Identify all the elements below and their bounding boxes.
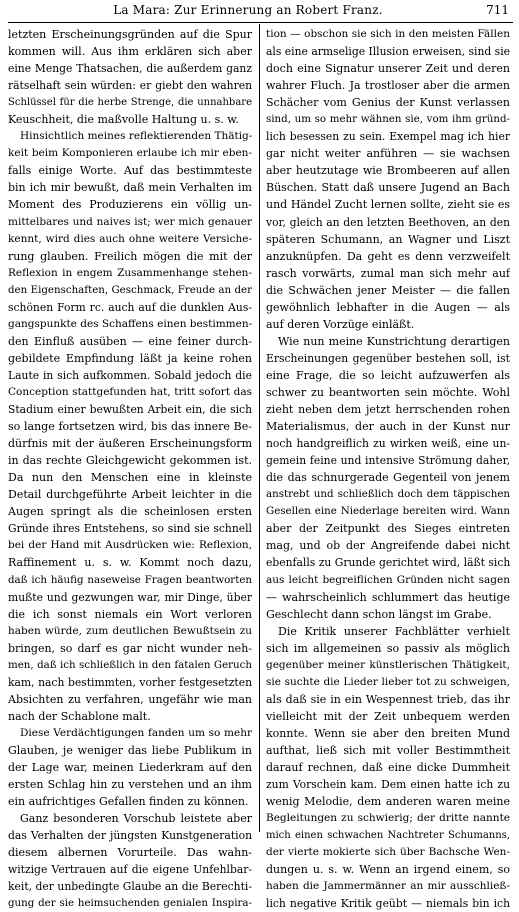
- text-line: ersten Schlag hin zu verstehen und an ihm: [8, 778, 252, 792]
- text-line: dungen u. s. w. Wenn an irgend einem, so: [266, 863, 510, 877]
- text-line: sind, um so mehr wähnen sie, vom ihm gründ-: [266, 113, 510, 126]
- text-line: Geschlecht dann schon längst im Grabe.: [266, 607, 492, 621]
- text-line: schönen Form rc. auch auf die dunklen Aus-: [8, 300, 252, 314]
- text-line: der vierte mokierte sich über Bachsche Wen-: [266, 846, 510, 859]
- text-line: in das rechte Gleichgewicht gekommen ist.: [8, 454, 252, 468]
- text-line: den Einfluß ausüben — eine feiner durch-: [8, 334, 252, 348]
- text-line: rätselhaft sein würden: er giebt den wahren: [8, 79, 252, 93]
- text-line: Büschen. Statt daß unsere Jugend an Bach: [266, 181, 510, 195]
- text-line: bei der Hand mit Ausdrücken wie: Reflexion,: [8, 539, 252, 552]
- text-line: die Schwächen jener Meister — die fallen: [266, 283, 510, 297]
- text-line: Begleitungen zu schwierig; der dritte nannte: [266, 812, 510, 825]
- text-line: Glauben, je weniger das liebe Publikum in: [8, 743, 252, 757]
- text-line: gebildete Empfindung läßt ja keine rohen: [8, 351, 252, 365]
- left-column: [8, 26, 252, 912]
- text-line: Absichten zu verfahren, ungefähr wie man: [8, 692, 252, 706]
- text-line: Detail durchgeführte Arbeit leichter in die: [8, 488, 252, 502]
- text-line: wenig Melodie, dem anderen waren meine: [266, 795, 510, 809]
- text-line: gegenüber meiner künstlerischen Thätigkeit,: [266, 658, 510, 671]
- text-line: lich besessen zu sein. Exempel mag ich hier: [266, 130, 510, 144]
- text-line: rung glauben. Freilich mögen die mit der: [8, 249, 252, 263]
- text-line: anstrebt und schließlich doch dem täppischen: [266, 488, 510, 501]
- text-line: Keuschheit, die maßvolle Haltung u. s. w.: [8, 113, 239, 127]
- text-line: Schlüssel für die herbe Strenge, die unnahbare: [8, 97, 252, 109]
- text-line: ebenfalls zu Grunde gerichtet wird, läßt sich: [266, 556, 510, 570]
- text-line: aufthat, ließ sich mit voller Bestimmtheit: [266, 743, 510, 757]
- text-line: letzten Erscheinungsgründen auf die Spur: [8, 28, 252, 41]
- text-line: kennt, wird dies auch ohne weitere Versiche-: [8, 232, 252, 245]
- text-line: dürfnis mit der äußeren Erscheinungsform: [8, 437, 252, 451]
- text-line: tion — obschon sie sich in den meisten Fällen: [266, 28, 510, 40]
- text-line: auf deren Vorzüge einläßt.: [266, 317, 415, 331]
- text-line: keit, der unbedingte Glaube an die Berechti-: [8, 880, 252, 894]
- text-line: konnte. Wenn sie aber den breiten Mund: [266, 726, 510, 740]
- text-line: bin ich mir bewußt, daß mein Verhalten im: [8, 181, 252, 195]
- text-line: falls einige Worte. Auf das bestimmteste: [8, 164, 252, 178]
- page-number: 711: [486, 3, 509, 17]
- text-line: späteren Schumann, an Wagner und Liszt: [266, 232, 510, 246]
- text-line: Da nun den Menschen eine in kleinste: [8, 471, 252, 485]
- text-line: bringen, so darf es gar nicht wunder neh-: [8, 641, 252, 655]
- text-line: kam, nach bestimmten, vorher festgesetzten: [8, 675, 252, 689]
- column-divider: [259, 24, 260, 832]
- text-line: den Eigenschaften, Geschmack, Freude an der: [8, 283, 252, 296]
- text-line: mag, und ob der Angreifende dabei nicht: [266, 539, 510, 553]
- text-line: mich einen schwachen Nachtreter Schumanns,: [266, 830, 510, 842]
- text-line: haben würde, zum deutlichen Bewußtsein zu: [8, 624, 252, 637]
- text-line: und Händel Zucht lernen sollte, zieht sie es: [266, 198, 510, 212]
- text-line: als daß sie in ein Wespennest trieb, das ihr: [266, 692, 510, 706]
- text-line: sie suchte die Lieder lieber tot zu schweigen,: [266, 675, 510, 688]
- text-line: gewöhnlich lebhafter in die Augen — als: [266, 300, 510, 314]
- text-line: die ich sonst niemals ein Wort verloren: [8, 607, 252, 621]
- text-line: aber der Zeitpunkt des Sieges eintreten: [266, 522, 510, 536]
- text-line: aber heutzutage wie Brombeeren auf allen: [266, 164, 510, 178]
- text-line: vielleicht mit der Zeit unbequem werden: [266, 709, 510, 723]
- text-line: schwer zu beantworten sein möchte. Wohl: [266, 385, 510, 399]
- running-header: [0, 3, 519, 23]
- header-rule: [8, 22, 513, 23]
- text-line: zum Vorschein kam. Dem einen hatte ich zu: [266, 778, 510, 792]
- text-line: Die Kritik unserer Fachblätter verhielt: [278, 624, 510, 638]
- text-line: mittelbares und naives ist; wer mich genauer: [8, 215, 252, 228]
- text-line: gangspunkte des Schaffens einen bestimmen-: [8, 317, 252, 330]
- text-line: wahrer Fluch. Ja trostloser aber die armen: [266, 79, 510, 93]
- text-line: ein aufrichtiges Gefallen finden zu können.: [8, 795, 249, 809]
- text-line: Stadium einer bewußten Arbeit ein, die sich: [8, 403, 252, 417]
- text-line: darauf rechnen, daß eine dicke Dummheit: [266, 761, 510, 775]
- text-line: Gesellen eine Niederlage bereiten wird. Wann: [266, 505, 510, 518]
- text-line: diesem albernen Vorurteile. Das wahn-: [8, 846, 252, 860]
- text-line: zieht neben dem jetzt herrschenden rohen: [266, 403, 510, 417]
- text-line: Moment des Produzierens ein völlig un-: [8, 198, 252, 212]
- text-line: die das schnurgerade Gegenteil von jenem: [266, 471, 510, 485]
- text-line: Hinsichtlich meines reflektierenden Thätig-: [20, 130, 252, 143]
- text-line: eine Frage, die so leicht aufzuwerfen als: [266, 368, 510, 382]
- text-line: Schächer vom Genius der Kunst verlassen: [266, 96, 510, 110]
- text-line: so lange fortsetzen wird, bis das innere Be-: [8, 420, 252, 434]
- text-line: eine Menge Thatsachen, die außerdem ganz: [8, 62, 252, 76]
- text-line: Erscheinungen gegenüber bestehen soll, ist: [266, 351, 510, 365]
- text-line: Gründe ihres Entstehens, so sind sie schnell: [8, 522, 252, 536]
- text-line: haben die Jammermänner an mir ausschließ-: [266, 880, 510, 893]
- text-line: Diese Verdächtigungen fanden um so mehr: [20, 726, 252, 739]
- text-line: mußte und gezwungen war, mir Dinge, über: [8, 590, 252, 604]
- text-line: gung der sie heimsuchenden genialen Inspira-: [8, 897, 252, 910]
- text-line: rasch vorwärts, zumal man sich mehr auf: [266, 266, 510, 280]
- text-line: Raffinement u. s. w. Kommt noch dazu,: [8, 556, 252, 570]
- text-line: noch handgreiflich zu wirken weiß, eine un-: [266, 437, 510, 451]
- text-line: lich negative Kritik geübt — niemals bin ich: [266, 897, 510, 911]
- text-line: nach der Schablone malt.: [8, 709, 151, 723]
- text-line: keit beim Komponieren erlaube ich mir eben-: [8, 147, 252, 160]
- text-line: daß ich häufig naseweise Fragen beantworten: [8, 573, 252, 586]
- text-line: vor, gleich an den letzten Beethoven, an den: [266, 215, 510, 229]
- text-line: als eine armselige Illusion erweisen, sind sie: [266, 45, 510, 59]
- text-line: kommen will. Aus ihm erklären sich aber: [8, 45, 252, 59]
- text-line: — wahrscheinlich schlummert das heutige: [266, 590, 510, 604]
- text-line: der Lage war, meinen Liederkram auf den: [8, 761, 252, 775]
- text-line: aus leicht begreiflichen Gründen nicht sagen: [266, 573, 510, 586]
- text-line: doch eine Signatur unserer Zeit und deren: [266, 62, 510, 76]
- text-line: gemein feine und intensive Strömung daher,: [266, 454, 510, 468]
- text-line: sich im allgemeinen so passiv als möglich: [266, 641, 510, 655]
- text-line: Laute in sich aufkommen. Sobald jedoch die: [8, 368, 252, 382]
- text-line: Conception stattgefunden hat, tritt sofort das: [8, 385, 252, 398]
- right-column: [266, 26, 510, 912]
- text-line: witzige Vertrauen auf die eigene Unfehlbar-: [8, 863, 252, 877]
- text-line: Reflexion in engem Zusammenhange stehen-: [8, 266, 252, 279]
- text-line: Wie nun meine Kunstrichtung derartigen: [278, 334, 510, 348]
- text-line: das Verhalten der jüngsten Kunstgeneration: [8, 829, 252, 843]
- text-line: anzuknüpfen. Da geht es denn verzweifelt: [266, 249, 510, 263]
- text-line: gar nicht weiter anführen — sie wachsen: [266, 147, 510, 161]
- text-line: men, daß ich schließlich in den fatalen Geruch: [8, 658, 252, 671]
- text-line: Augen springt als die scheinlosen ersten: [8, 505, 252, 519]
- running-title: La Mara: Zur Erinnerung an Robert Franz.: [113, 3, 383, 17]
- text-line: Materialismus, der auch in der Kunst nur: [266, 420, 510, 434]
- text-line: Ganz besonderen Vorschub leistete aber: [20, 812, 252, 826]
